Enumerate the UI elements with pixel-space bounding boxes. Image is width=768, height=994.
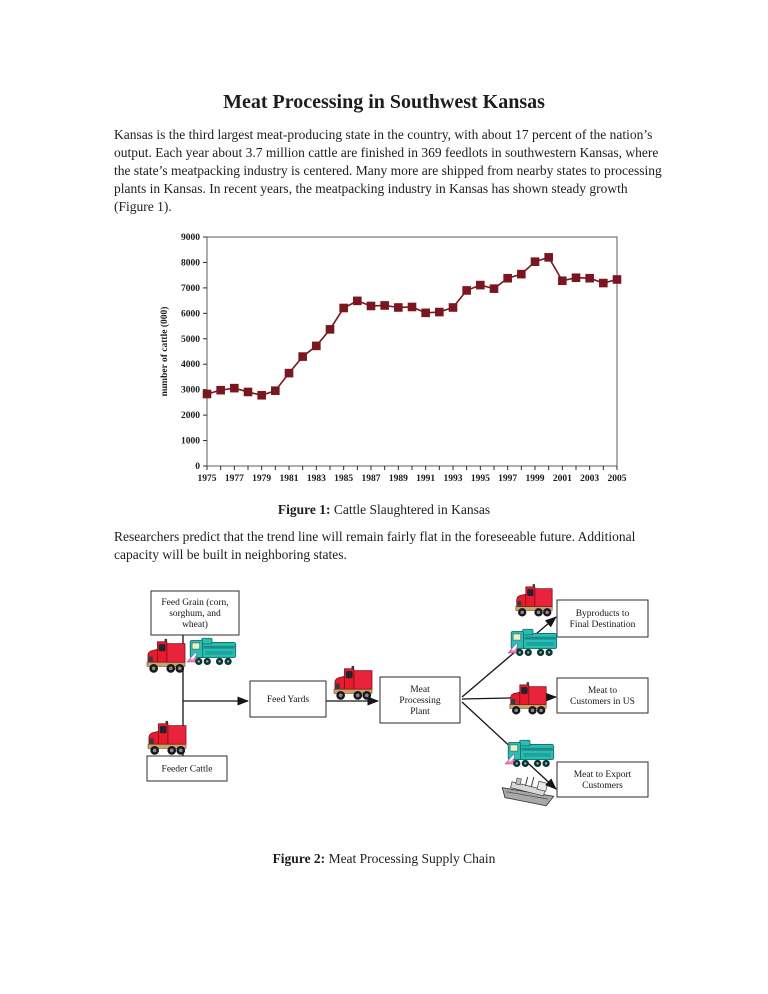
data-point-marker: [613, 275, 622, 284]
figure1-caption: [0, 502, 768, 518]
x-tick-label: 1991: [416, 474, 436, 484]
diagram-node-label: sorghum, and: [169, 609, 221, 620]
x-tick-label: 2005: [607, 474, 627, 484]
prediction-paragraph: Researchers predict that the trend line will remain fairly flat in the foreseeable future. Additional capacity will be built in neighboring states.: [114, 529, 636, 562]
diagram-node-label: Meat: [410, 685, 430, 696]
figure2-caption: [0, 851, 768, 867]
data-point-marker: [531, 257, 540, 266]
y-axis-label: number of cattle (000): [160, 306, 170, 397]
figure1-caption-text: Cattle Slaughtered in Kansas: [330, 502, 491, 517]
train-icon: [508, 629, 556, 656]
data-point-marker: [517, 270, 526, 279]
x-tick-label: 1995: [470, 474, 490, 484]
x-tick-label: 2001: [552, 474, 572, 484]
data-point-marker: [599, 279, 608, 288]
y-tick-label: 1000: [181, 436, 200, 447]
diagram-node-label: Feed Grain (corn,: [161, 598, 229, 609]
y-tick-label: 7000: [181, 283, 200, 294]
figure1-chart: [140, 228, 640, 490]
data-point-marker: [585, 274, 594, 283]
data-point-marker: [462, 286, 471, 295]
diagram-node-label: wheat): [182, 620, 208, 631]
x-tick-label: 1983: [306, 474, 326, 484]
trend-line: [207, 257, 617, 395]
data-point-marker: [380, 301, 389, 310]
x-tick-label: 1985: [334, 474, 354, 484]
y-tick-label: 4000: [181, 360, 200, 371]
data-point-marker: [408, 303, 417, 312]
figure1-caption-label: Figure 1:: [277, 502, 331, 517]
data-point-marker: [285, 369, 294, 378]
diagram-node-label: Feed Yards: [266, 695, 310, 706]
truck-icon: [516, 584, 552, 616]
diagram-node-label: Processing: [399, 696, 441, 707]
data-point-marker: [503, 274, 512, 283]
data-point-marker: [271, 386, 280, 395]
data-point-marker: [326, 325, 335, 334]
x-tick-label: 1979: [252, 474, 272, 484]
y-tick-label: 0: [195, 462, 200, 472]
y-tick-label: 5000: [181, 334, 200, 345]
figure2-caption-label: Figure 2:: [272, 851, 326, 866]
data-point-marker: [230, 384, 239, 393]
y-tick-label: 2000: [181, 411, 200, 422]
data-point-marker: [544, 253, 553, 262]
intro-paragraph: Kansas is the third largest meat-producing state in the country, with about 17 percent of the nation’s output. Each year about 3.7 million cattle are finished in 369 feedlots in southwestern Kansas, where the state’s meatpacking industry is centered. Many more are shipped from nearby states to processing plants in Kansas. In recent years, the meatpacking industry in Kansas has shown steady growth (Figure 1).: [114, 127, 662, 214]
data-point-marker: [244, 388, 253, 397]
x-tick-label: 1987: [361, 474, 381, 484]
train-icon: [187, 638, 235, 665]
data-point-marker: [257, 391, 266, 400]
data-point-marker: [435, 308, 444, 317]
x-tick-label: 1981: [279, 474, 299, 484]
y-tick-label: 3000: [181, 385, 200, 396]
diagram-node-label: Plant: [410, 707, 430, 718]
train-icon: [505, 740, 553, 767]
data-point-marker: [572, 273, 581, 282]
page-title: Meat Processing in Southwest Kansas: [223, 91, 545, 113]
data-point-marker: [490, 284, 499, 293]
truck-icon: [148, 721, 186, 755]
data-point-marker: [203, 390, 212, 399]
data-point-marker: [421, 309, 430, 318]
diagram-node-label: Customers in US: [570, 697, 635, 708]
x-tick-label: 1997: [498, 474, 518, 484]
data-point-marker: [449, 303, 458, 312]
data-point-marker: [394, 303, 403, 312]
x-tick-label: 1999: [525, 474, 545, 484]
flow-arrow: [462, 617, 556, 697]
data-point-marker: [216, 386, 225, 395]
x-tick-label: 1977: [224, 474, 244, 484]
x-tick-label: 1989: [388, 474, 408, 484]
data-point-marker: [312, 342, 321, 351]
data-point-marker: [367, 302, 376, 311]
y-tick-label: 9000: [181, 233, 200, 243]
data-point-marker: [476, 281, 485, 290]
y-tick-label: 8000: [181, 258, 200, 269]
truck-icon: [510, 682, 546, 714]
figure2-caption-text: Meat Processing Supply Chain: [325, 851, 496, 866]
diagram-node-label: Byproducts to: [575, 609, 630, 620]
data-point-marker: [339, 304, 348, 313]
x-tick-label: 2003: [580, 474, 600, 484]
x-tick-label: 1993: [443, 474, 463, 484]
diagram-node-label: Meat to: [587, 686, 618, 697]
diagram-node-label: Final Destination: [569, 620, 636, 631]
data-point-marker: [353, 297, 362, 306]
truck-icon: [147, 639, 185, 673]
data-point-marker: [298, 352, 307, 361]
figure2-diagram: [130, 580, 670, 830]
diagram-node-label: Meat to Export: [573, 770, 632, 781]
data-point-marker: [558, 276, 567, 285]
y-tick-label: 6000: [181, 309, 200, 320]
x-tick-label: 1975: [197, 474, 217, 484]
diagram-node-label: Customers: [582, 781, 623, 792]
truck-icon: [334, 666, 372, 700]
diagram-node-label: Feeder Cattle: [161, 764, 213, 775]
plot-frame: [207, 237, 617, 466]
ship-icon: [500, 770, 557, 809]
